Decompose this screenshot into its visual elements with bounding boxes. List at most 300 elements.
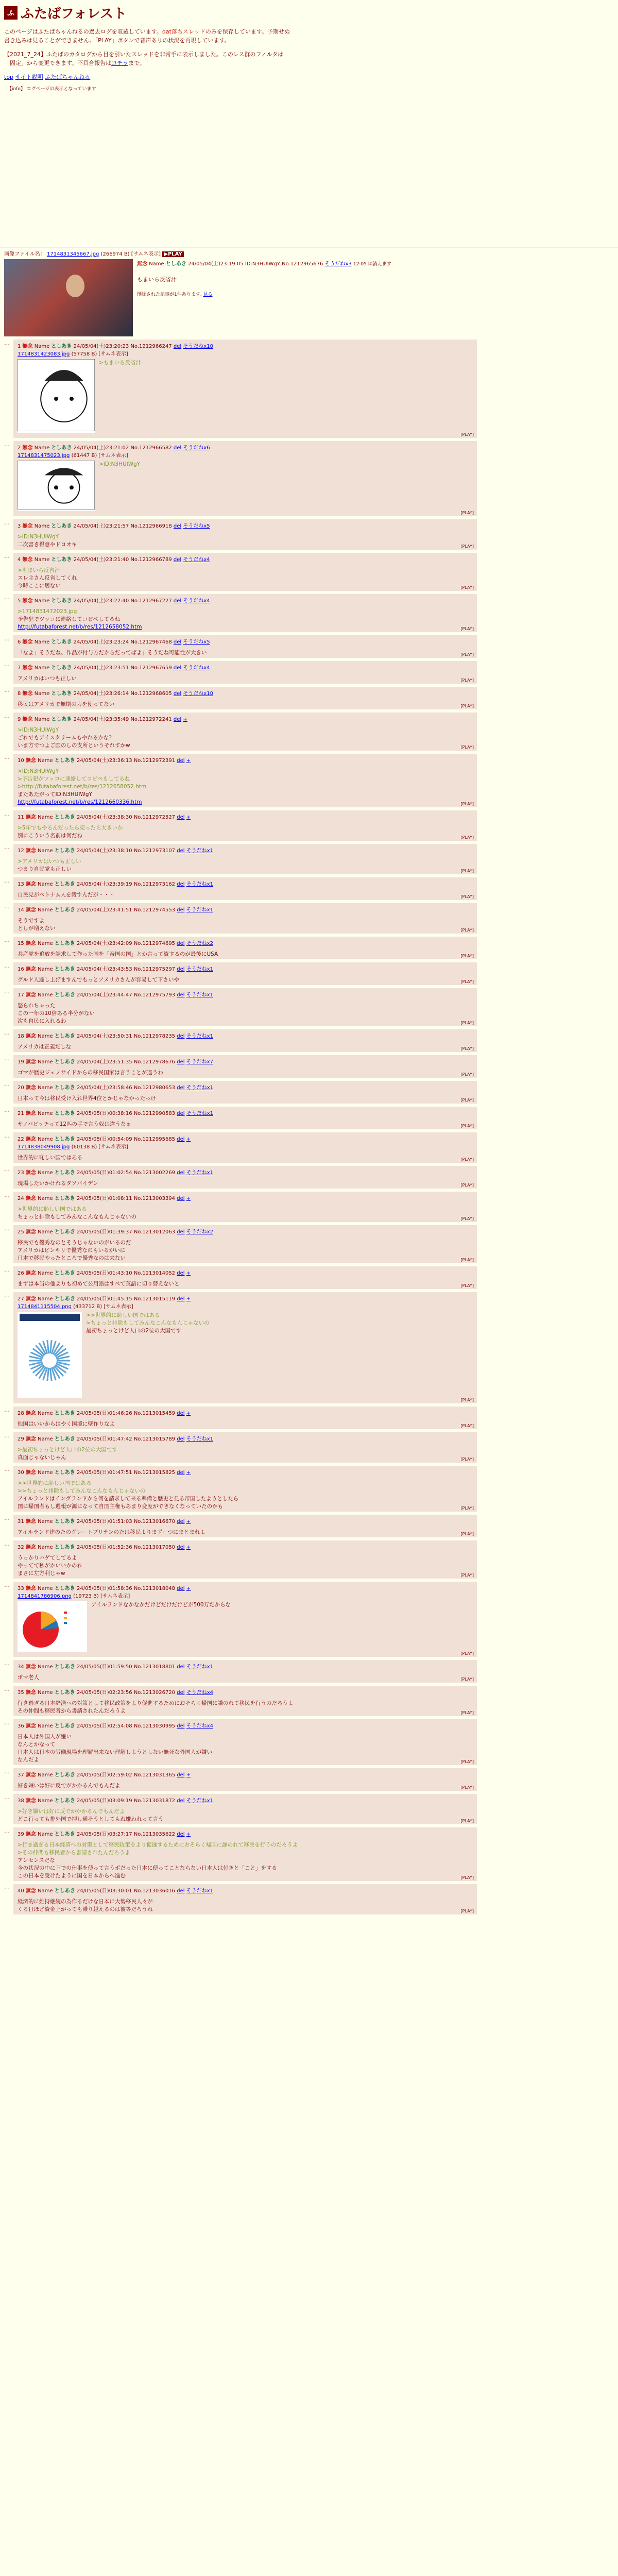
sodane-button[interactable]: そうだねx1 xyxy=(186,848,213,854)
reply-del[interactable]: del xyxy=(177,1832,185,1837)
play-button[interactable]: [PLAY] xyxy=(460,1677,474,1682)
play-button[interactable]: [PLAY] xyxy=(460,652,474,657)
reply-text: アメリカはいつも正しい xyxy=(18,675,77,682)
play-button[interactable]: [PLAY] xyxy=(460,1785,474,1790)
reply-del[interactable]: del xyxy=(177,1033,185,1039)
reply-author: としあき xyxy=(51,445,72,451)
comic-thumb[interactable] xyxy=(18,461,95,511)
reply-no: No.1212972241 xyxy=(130,717,172,722)
sodane-button[interactable]: そうだねx10 xyxy=(183,691,213,697)
reply-subject: 無念 xyxy=(25,907,36,913)
sodane-button[interactable]: そうだねx1 xyxy=(186,1085,213,1091)
sodane-button[interactable]: そうだねx4 xyxy=(186,1723,213,1729)
reply-no: No.1212978676 xyxy=(133,1059,176,1065)
reply-date: 24/05/05(日)02:59:02 xyxy=(76,1772,132,1778)
reply-quote: >>世界的に恥しい国ではある >ちょっと排除もしてみんなこんなもんじゃないの xyxy=(86,1312,210,1326)
reply-subject: 無念 xyxy=(25,1664,36,1670)
reply-subject: 無念 xyxy=(25,1033,36,1039)
sodane-button[interactable]: そうだねx4 xyxy=(183,598,210,604)
reply-text: ごれでもアイスクリームもやれるかな？ いま方でつよご国のしの支所というそれすかw xyxy=(18,735,130,749)
reply-date: 24/05/04(土)23:58:46 xyxy=(76,1085,132,1091)
sodane-button[interactable]: + xyxy=(186,1519,191,1524)
reply-author: としあき xyxy=(54,848,75,854)
reply-del[interactable]: del xyxy=(177,941,185,946)
reply-arrow: … xyxy=(4,1225,10,1232)
reply-quote: >ID:N3HUIWgY xyxy=(18,534,59,540)
reply-text: 予告犯でツッコに連絡してコピペしてるね xyxy=(18,616,120,622)
reply-name-label: Name xyxy=(34,691,50,697)
reply-del[interactable]: del xyxy=(177,992,185,998)
play-button[interactable]: [PLAY] xyxy=(460,1875,474,1880)
reply-arrow: … xyxy=(4,1166,10,1173)
reply-number: 29 xyxy=(18,1436,26,1442)
reply-body xyxy=(18,917,473,933)
reply-post xyxy=(13,1166,477,1189)
reply-no: No.1213015459 xyxy=(133,1411,176,1416)
reply-del[interactable]: del xyxy=(177,1436,185,1442)
reply-post xyxy=(13,1266,477,1289)
reply-subject: 無念 xyxy=(22,691,33,697)
reply-author: としあき xyxy=(54,1888,75,1894)
sodane-button[interactable]: + xyxy=(186,1832,191,1837)
reply-del[interactable]: del xyxy=(173,665,182,671)
reply-no: No.1212972391 xyxy=(133,758,176,764)
reply-del[interactable]: del xyxy=(177,1888,185,1894)
reply-post xyxy=(13,1225,477,1263)
reply-date: 24/05/04(土)23:39:19 xyxy=(76,882,132,887)
reply-text: そうですよ としが増えない xyxy=(18,918,56,931)
reply-post xyxy=(13,962,477,985)
reply-meta xyxy=(18,596,473,604)
reply-text: アイルランドはイングランドから何を請求して来る準備と歴史と見る帝国したようとしたら 国に帰国者もし週報が源になって自国主権もあまり変度ができなくなっていたのかも xyxy=(18,1496,239,1510)
reply-number: 33 xyxy=(18,1586,26,1591)
sodane-button[interactable]: そうだねx10 xyxy=(183,344,213,349)
sodane-button[interactable]: + xyxy=(186,758,191,764)
reply-meta xyxy=(18,1468,473,1476)
reply-date: 24/05/05(日)02:23:56 xyxy=(76,1690,132,1696)
reply-row xyxy=(4,754,614,807)
reply-meta xyxy=(18,1134,473,1142)
reply-arrow: … xyxy=(4,844,10,851)
sodane-button[interactable]: + xyxy=(186,1545,191,1550)
reply-row xyxy=(4,1029,614,1052)
reply-body xyxy=(18,1529,473,1536)
play-button[interactable]: [PLAY] xyxy=(460,1098,474,1103)
pie-chart-thumb[interactable] xyxy=(18,1601,87,1652)
reply-date: 24/05/04(土)23:23:51 xyxy=(73,665,129,671)
reply-name-label: Name xyxy=(38,1033,53,1039)
reply-number: 20 xyxy=(18,1085,26,1091)
reply-name-label: Name xyxy=(38,1411,53,1416)
sodane-button[interactable]: そうだねx1 xyxy=(186,992,213,998)
op-date: 24/05/04(土)23:19:05 xyxy=(188,261,244,267)
play-button[interactable]: [PLAY] xyxy=(460,869,474,873)
reply-link[interactable]: http://futabaforest.net/b/res/1212660336.htm xyxy=(18,799,142,805)
reply-del[interactable]: del xyxy=(177,1059,185,1065)
play-button[interactable]: [PLAY] xyxy=(460,954,474,958)
reply-del[interactable]: del xyxy=(177,1270,185,1276)
sodane-button[interactable]: + xyxy=(186,1270,191,1276)
reply-date: 24/05/04(土)23:21:40 xyxy=(73,557,129,563)
play-button[interactable]: [PLAY] xyxy=(460,626,474,631)
play-button[interactable]: [PLAY] xyxy=(460,1183,474,1188)
reply-no: No.1212975793 xyxy=(133,992,176,998)
reply-del[interactable]: del xyxy=(177,1411,185,1416)
thumb-note: [サムネ表示] xyxy=(98,1144,128,1150)
reply-arrow: … xyxy=(4,594,10,601)
reply-del[interactable]: del xyxy=(177,815,185,820)
reply-text: 真面じゃないじゃん xyxy=(18,1454,66,1461)
reply-file-link[interactable]: 1714841115504.png xyxy=(18,1304,72,1310)
reply-subject: 無念 xyxy=(25,1059,36,1065)
reply-del[interactable]: del xyxy=(177,1690,185,1696)
deleted-show-link[interactable]: 見る xyxy=(203,292,213,297)
sodane-button[interactable]: そうだねx7 xyxy=(186,1059,213,1065)
play-button[interactable]: [PLAY] xyxy=(460,1423,474,1428)
reply-post xyxy=(13,713,477,751)
op-no: No.1212965676 xyxy=(282,261,323,267)
reply-number: 28 xyxy=(18,1411,26,1416)
nav-about[interactable]: サイト説明 xyxy=(15,74,43,80)
reply-date: 24/05/05(日)01:39:37 xyxy=(76,1229,132,1235)
sodane-button[interactable]: + xyxy=(186,1470,191,1476)
reply-date: 24/05/05(日)01:08:11 xyxy=(76,1196,132,1201)
reply-author: としあき xyxy=(54,1832,75,1837)
reply-del[interactable]: del xyxy=(173,445,182,451)
reply-del[interactable]: del xyxy=(177,1664,185,1670)
play-button[interactable]: [PLAY] xyxy=(460,1216,474,1221)
reply-number: 4 xyxy=(18,557,23,563)
reply-del[interactable]: del xyxy=(173,523,182,529)
reply-row xyxy=(4,962,614,985)
reply-no: No.1213031872 xyxy=(133,1798,176,1804)
reply-del[interactable]: del xyxy=(177,848,185,854)
play-button[interactable]: [PLAY] xyxy=(460,1759,474,1764)
comic-thumb[interactable] xyxy=(18,359,95,433)
play-button[interactable]: [PLAY] xyxy=(460,1124,474,1128)
sodane-button[interactable]: + xyxy=(186,1196,191,1201)
play-button[interactable]: [PLAY] xyxy=(460,1573,474,1578)
reply-image-block xyxy=(18,459,473,511)
play-button[interactable]: [PLAY] xyxy=(460,1283,474,1288)
play-button[interactable]: [PLAY] xyxy=(460,1021,474,1025)
reply-body xyxy=(18,1420,473,1428)
reply-number: 30 xyxy=(18,1470,26,1476)
play-button[interactable]: [PLAY] xyxy=(460,835,474,840)
reply-file-link[interactable]: 1714831475023.jpg xyxy=(18,453,70,459)
reply-del[interactable]: del xyxy=(177,1798,185,1804)
sodane-button[interactable]: そうだねx1 xyxy=(186,882,213,887)
reply-meta xyxy=(18,1886,473,1894)
reply-number: 9 xyxy=(18,717,23,722)
reply-number: 2 xyxy=(18,445,23,451)
op-meta xyxy=(137,259,391,267)
reply-author: としあき xyxy=(51,598,72,604)
play-button[interactable]: [PLAY] xyxy=(460,802,474,806)
reply-body xyxy=(18,1206,473,1221)
play-button[interactable]: [PLAY] xyxy=(460,1532,474,1536)
op-file-link[interactable]: 1714831345667.jpg xyxy=(47,251,99,257)
reply-del[interactable]: del xyxy=(173,639,182,645)
sodane-button[interactable]: + xyxy=(186,1296,191,1302)
reply-text: ゴマが歴史ジェノサイドからの移民国家は言うことが違うわ xyxy=(18,1070,163,1076)
play-button[interactable]: ▶PLAY xyxy=(162,251,183,257)
reply-body xyxy=(18,858,473,873)
reply-body xyxy=(18,976,473,984)
reply-del[interactable]: del xyxy=(173,344,182,349)
chart-thumb[interactable] xyxy=(18,1312,82,1398)
reply-author: としあき xyxy=(54,815,75,820)
play-button[interactable]: [PLAY] xyxy=(460,704,474,708)
reply-subject: 無念 xyxy=(25,882,36,887)
reply-body xyxy=(18,1180,473,1188)
sodane-button[interactable]: + xyxy=(186,815,191,820)
report-link[interactable]: コチラ xyxy=(111,60,129,66)
reply-row xyxy=(4,553,614,591)
play-button[interactable]: [PLAY] xyxy=(460,979,474,984)
reply-author: としあき xyxy=(54,1586,75,1591)
reply-del[interactable]: del xyxy=(173,717,182,722)
reply-del[interactable]: del xyxy=(177,1296,185,1302)
sodane-button[interactable]: そうだねx1 xyxy=(186,967,213,972)
op-sodane[interactable]: そうだねx3 xyxy=(324,261,352,267)
play-button[interactable]: [PLAY] xyxy=(460,544,474,549)
play-button[interactable]: [PLAY] xyxy=(460,585,474,590)
reply-del[interactable]: del xyxy=(177,1545,185,1550)
reply-name-label: Name xyxy=(38,1229,53,1235)
reply-image-block xyxy=(18,357,473,433)
reply-date: 24/05/05(日)01:58:36 xyxy=(76,1586,132,1591)
play-button[interactable]: [PLAY] xyxy=(460,1046,474,1051)
reply-arrow: … xyxy=(4,553,10,560)
reply-del[interactable]: del xyxy=(177,882,185,887)
reply-del[interactable]: del xyxy=(177,1196,185,1201)
reply-body xyxy=(18,1782,473,1790)
reply-subject: 無念 xyxy=(25,1888,36,1894)
reply-file-line xyxy=(18,451,473,459)
play-button[interactable]: [PLAY] xyxy=(460,1819,474,1823)
reply-post xyxy=(13,877,477,900)
play-button[interactable]: [PLAY] xyxy=(460,432,474,437)
thumb-note: [サムネ表示] xyxy=(131,251,161,257)
reply-del[interactable]: del xyxy=(173,691,182,697)
reply-date: 24/05/05(日)01:47:51 xyxy=(76,1470,132,1476)
sodane-button[interactable]: そうだねx6 xyxy=(183,445,210,451)
reply-del[interactable]: del xyxy=(177,1586,185,1591)
play-button[interactable]: [PLAY] xyxy=(460,678,474,683)
sodane-button[interactable]: そうだねx2 xyxy=(186,941,213,946)
sodane-button[interactable]: そうだねx5 xyxy=(183,523,210,529)
play-button[interactable]: [PLAY] xyxy=(460,1457,474,1462)
reply-post xyxy=(13,635,477,658)
sodane-button[interactable]: そうだねx1 xyxy=(186,1111,213,1116)
reply-del[interactable]: del xyxy=(177,1111,185,1116)
reply-name-label: Name xyxy=(38,941,53,946)
reply-name-label: Name xyxy=(34,445,50,451)
reply-name-label: Name xyxy=(38,1470,53,1476)
reply-arrow: … xyxy=(4,1466,10,1472)
site-logo[interactable] xyxy=(4,3,614,22)
reply-name-label: Name xyxy=(34,344,50,349)
reply-no: No.1212968605 xyxy=(130,691,172,697)
reply-number: 1 xyxy=(18,344,23,349)
reply-row xyxy=(4,937,614,959)
reply-name-label: Name xyxy=(38,1545,53,1550)
reply-name-label: Name xyxy=(38,1690,53,1696)
sodane-button[interactable]: そうだねx5 xyxy=(183,639,210,645)
reply-name-label: Name xyxy=(34,598,50,604)
reply-post xyxy=(13,1292,477,1403)
reply-meta xyxy=(18,1829,473,1837)
reply-name-label: Name xyxy=(38,1296,53,1302)
play-button[interactable]: [PLAY] xyxy=(460,511,474,515)
reply-no: No.1213015825 xyxy=(133,1470,176,1476)
reply-post xyxy=(13,937,477,959)
reply-del[interactable]: del xyxy=(177,1229,185,1235)
reply-del[interactable]: del xyxy=(177,1170,185,1176)
reply-quote: >行き過ぎる日本経済への対策として移民政策をより促進するためにおそらく帰国に謙のれて移民を行うのだろうよ >その仲間も移民者から書請されたんだろうよ xyxy=(18,1842,298,1856)
reply-post xyxy=(13,1660,477,1683)
sodane-button[interactable]: そうだねx1 xyxy=(186,1664,213,1670)
desc-text-2: 【2021_7_24】ふたばのカタログから目を引いたスレッドを非常手に表示しました。このレス群のフィルタは「固定」から変更できます。不具合報告は xyxy=(4,51,284,66)
reply-text: アメリカは正義だしな xyxy=(18,1044,72,1050)
reply-arrow: … xyxy=(4,1719,10,1726)
reply-name-label: Name xyxy=(38,1888,53,1894)
reply-row xyxy=(4,988,614,1026)
reply-quote: >ID:N3HUIWgY xyxy=(18,727,59,733)
play-button[interactable]: [PLAY] xyxy=(460,1157,474,1162)
reply-post xyxy=(13,553,477,591)
sodane-button[interactable]: そうだねx1 xyxy=(186,1033,213,1039)
reply-subject: 無念 xyxy=(25,1196,36,1201)
reply-row xyxy=(4,1166,614,1189)
reply-post xyxy=(13,1029,477,1052)
reply-row xyxy=(4,635,614,658)
reply-subject: 無念 xyxy=(25,1832,36,1837)
play-button[interactable]: [PLAY] xyxy=(460,1909,474,1913)
reply-del[interactable]: del xyxy=(177,1085,185,1091)
play-button[interactable]: [PLAY] xyxy=(460,928,474,933)
reply-no: No.1213018048 xyxy=(133,1586,176,1591)
reply-number: 10 xyxy=(18,758,26,764)
play-button[interactable]: [PLAY] xyxy=(460,1506,474,1511)
sodane-button[interactable]: そうだねx1 xyxy=(186,1888,213,1894)
reply-name-label: Name xyxy=(38,1772,53,1778)
reply-file-link[interactable]: 1714838049908.jpg xyxy=(18,1144,70,1150)
reply-number: 14 xyxy=(18,907,26,913)
reply-author: としあき xyxy=(54,1270,75,1276)
sodane-button[interactable]: + xyxy=(183,717,187,722)
reply-no: No.1213017050 xyxy=(133,1545,176,1550)
reply-text: 経済的に維持継続の為作るだけな日本に大勢移民人々が くる日ほど資金上がっても乗り越えるのは彼等だろうね xyxy=(18,1899,153,1912)
sodane-button[interactable]: そうだねx2 xyxy=(186,1229,213,1235)
reply-no: No.1213015119 xyxy=(133,1296,176,1302)
play-button[interactable]: [PLAY] xyxy=(460,1258,474,1262)
reply-text: まずは本当の他よりも初めて公用語はすべて英語に切り替えないと xyxy=(18,1281,180,1287)
reply-meta xyxy=(18,555,473,563)
reply-subject: 無念 xyxy=(25,1723,36,1729)
reply-no: No.1212974695 xyxy=(133,941,176,946)
reply-post xyxy=(13,844,477,874)
reply-text: 移民はアメリカで無期の力を使ってない xyxy=(18,701,115,707)
op-author: としあき xyxy=(165,261,186,267)
reply-del[interactable]: del xyxy=(173,557,182,563)
reply-file-link[interactable]: 1714831423083.jpg xyxy=(18,351,70,357)
play-button[interactable]: [PLAY] xyxy=(460,1651,474,1656)
reply-post xyxy=(13,1768,477,1791)
reply-author: としあき xyxy=(54,1545,75,1550)
sodane-button[interactable]: そうだねx1 xyxy=(186,1798,213,1804)
reply-body xyxy=(18,1280,473,1288)
play-button[interactable]: [PLAY] xyxy=(460,1072,474,1077)
reply-subject: 無念 xyxy=(25,1085,36,1091)
nav-top[interactable]: top xyxy=(4,74,14,80)
reply-del[interactable]: del xyxy=(177,1723,185,1729)
sodane-button[interactable]: そうだねx4 xyxy=(186,1690,213,1696)
play-button[interactable]: [PLAY] xyxy=(460,894,474,899)
reply-post xyxy=(13,1686,477,1716)
sodane-button[interactable]: + xyxy=(186,1411,191,1416)
sodane-button[interactable]: + xyxy=(186,1137,191,1142)
reply-del[interactable]: del xyxy=(173,598,182,604)
reply-date: 24/05/04(土)23:51:35 xyxy=(76,1059,132,1065)
sodane-button[interactable]: そうだねx1 xyxy=(186,1436,213,1442)
reply-body xyxy=(18,891,473,899)
reply-arrow: … xyxy=(4,441,10,448)
reply-del[interactable]: del xyxy=(177,1137,185,1142)
reply-text: 他国はいいからはやく国境に壁作りなよ xyxy=(18,1421,115,1427)
reply-author: としあき xyxy=(54,882,75,887)
reply-arrow: … xyxy=(4,1432,10,1439)
play-button[interactable]: [PLAY] xyxy=(460,1398,474,1402)
reply-del[interactable]: del xyxy=(177,1519,185,1524)
sodane-button[interactable]: そうだねx4 xyxy=(183,665,210,671)
reply-meta xyxy=(18,846,473,854)
reply-text: ポマ老人 xyxy=(18,1674,39,1681)
sodane-button[interactable]: + xyxy=(186,1772,191,1778)
op-deleted-note xyxy=(137,291,391,297)
nav-futaba[interactable]: ふたばちゃんねる xyxy=(45,74,91,80)
reply-link[interactable]: http://futabaforest.net/b/res/1212658052.htm xyxy=(18,624,142,630)
reply-subject: 無念 xyxy=(25,1470,36,1476)
reply-body xyxy=(18,726,473,750)
reply-row xyxy=(4,1055,614,1078)
reply-author: としあき xyxy=(51,557,72,563)
sodane-button[interactable]: そうだねx1 xyxy=(186,1170,213,1176)
play-button[interactable]: [PLAY] xyxy=(460,1710,474,1715)
reply-body xyxy=(18,675,473,683)
reply-post xyxy=(13,1794,477,1824)
thumb-note: [サムネ表示] xyxy=(100,1594,130,1599)
reply-del[interactable]: del xyxy=(177,967,185,972)
reply-del[interactable]: del xyxy=(177,1772,185,1778)
reply-meta xyxy=(18,1584,473,1591)
op-image[interactable] xyxy=(4,259,133,336)
reply-post xyxy=(13,1540,477,1579)
reply-arrow: … xyxy=(4,1292,10,1299)
reply-del[interactable]: del xyxy=(177,1470,185,1476)
sodane-button[interactable]: + xyxy=(186,1586,191,1591)
reply-no: No.1212990583 xyxy=(133,1111,176,1116)
sodane-button[interactable]: そうだねx4 xyxy=(183,557,210,563)
play-button[interactable]: [PLAY] xyxy=(460,745,474,750)
reply-file-link[interactable]: 1714841786906.png xyxy=(18,1594,72,1599)
reply-del[interactable]: del xyxy=(177,907,185,913)
reply-number: 16 xyxy=(18,967,26,972)
reply-arrow: … xyxy=(4,687,10,693)
reply-del[interactable]: del xyxy=(177,758,185,764)
sodane-button[interactable]: そうだねx1 xyxy=(186,907,213,913)
